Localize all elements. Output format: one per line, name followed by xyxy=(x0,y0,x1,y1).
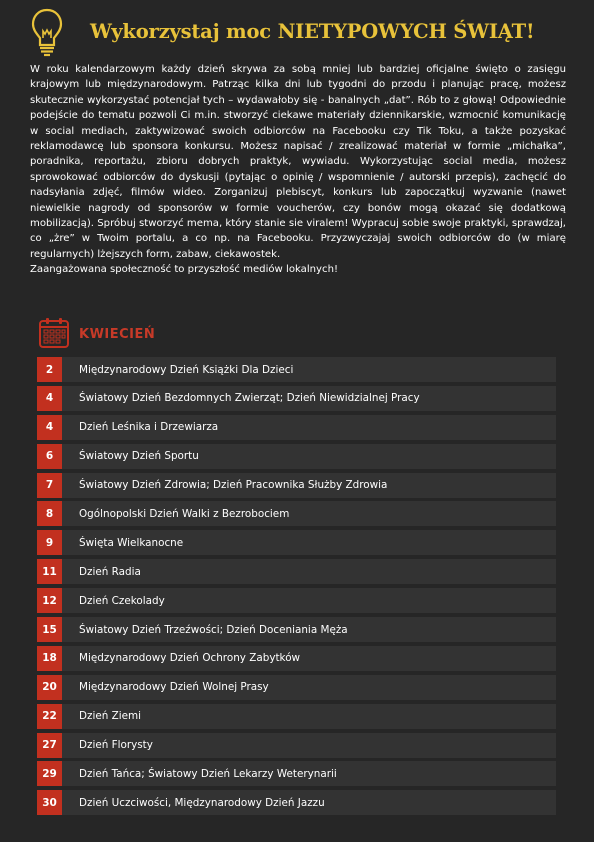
holiday-row xyxy=(37,415,556,440)
holiday-name: Dzień Florysty xyxy=(79,739,153,752)
holiday-row xyxy=(37,473,556,498)
holiday-name: Dzień Leśnika i Drzewiarza xyxy=(79,421,219,434)
holiday-day-badge: 8 xyxy=(37,501,62,526)
lightbulb-icon xyxy=(30,7,64,57)
holiday-name: Światowy Dzień Zdrowia; Dzień Pracownika Służby Zdrowia xyxy=(79,479,388,492)
holiday-row xyxy=(37,617,556,642)
holiday-name: Ogólnopolski Dzień Walki z Bezrobociem xyxy=(79,507,290,520)
holiday-row xyxy=(37,588,556,613)
holiday-day-badge: 9 xyxy=(37,530,62,555)
calendar-icon xyxy=(38,316,70,349)
holiday-name: Międzynarodowy Dzień Ochrony Zabytków xyxy=(79,652,301,665)
holiday-row xyxy=(37,444,556,469)
holiday-list xyxy=(37,357,556,819)
holiday-day-badge: 4 xyxy=(37,415,62,440)
holiday-row xyxy=(37,733,556,758)
holiday-row xyxy=(37,790,556,815)
holiday-day-badge: 20 xyxy=(37,675,62,700)
holiday-day-badge: 27 xyxy=(37,733,62,758)
holiday-row xyxy=(37,704,556,729)
intro-text xyxy=(30,62,566,278)
holiday-day-badge: 2 xyxy=(37,357,62,382)
holiday-row xyxy=(37,530,556,555)
holiday-day-badge: 29 xyxy=(37,761,62,786)
holiday-day-badge: 15 xyxy=(37,617,62,642)
page-title: Wykorzystaj moc NIETYPOWYCH ŚWIĄT! xyxy=(90,20,535,43)
holiday-day-badge: 30 xyxy=(37,790,62,815)
holiday-row xyxy=(37,501,556,526)
holiday-name: Światowy Dzień Bezdomnych Zwierząt; Dzień Niewidzialnej Pracy xyxy=(79,392,420,405)
holiday-name: Dzień Ziemi xyxy=(79,710,142,723)
holiday-day-badge: 4 xyxy=(37,386,62,411)
holiday-name: Światowy Dzień Trzeźwości; Dzień Doceniania Męża xyxy=(79,623,348,636)
holiday-name: Dzień Czekolady xyxy=(79,594,165,607)
holiday-row xyxy=(37,646,556,671)
holiday-row xyxy=(37,675,556,700)
holiday-name: Międzynarodowy Dzień Książki Dla Dzieci xyxy=(79,363,294,376)
holiday-name: Międzynarodowy Dzień Wolnej Prasy xyxy=(79,681,269,694)
holiday-day-badge: 7 xyxy=(37,473,62,498)
holiday-day-badge: 18 xyxy=(37,646,62,671)
intro-closing: Zaangażowana społeczność to przyszłość mediów lokalnych! xyxy=(30,264,339,276)
holiday-row xyxy=(37,386,556,411)
holiday-name: Dzień Tańca; Światowy Dzień Lekarzy Weterynarii xyxy=(79,767,337,780)
holiday-day-badge: 12 xyxy=(37,588,62,613)
holiday-row xyxy=(37,559,556,584)
holiday-row xyxy=(37,357,556,382)
intro-paragraph: W roku kalendarzowym każdy dzień skrywa za sobą mniej lub bardziej oficjalne święto o zasięgu krajowym lub międzynarodowym. Patrząc kilka dni lub tygodni do przodu i planując pracę, możesz skutecznie wykorzystać potencjał tych – wydawałoby się - banalnych „dat”. Rób to z głową! Odpowiednie podejście do tematu pozwoli Ci m.in. stworzyć ciekawe materiały dziennikarskie, wzmocnić komunikację w social mediach, zaktywizować swoich odbiorców na Facebooku czy Tik Toku, a także pozyskać reklamodawcę lub sponsora konkursu. Możesz napisać / zrealizować materiał w formie „michałka”, poradnika, reportażu, zbioru dobrych praktyk, wywiadu. Wykorzystując social media, możesz sprowokować odbiorców do dyskusji (pytając o opinię / wspomnienie / autorski przepis), zachęcić do nadsyłania zdjęć, filmów wideo. Zorganizuj plebiscyt, konkurs lub zapoczątkuj wyzwanie (nawet niewielkie nagrody od sponsorów w formie voucherów, czy bonów mogą okazać się dodatkową mobilizacją). Spróbuj stworzyć mema, który stanie sie viralem! Wypracuj sobie swoje praktyki, sprawdzaj, co „żre” w Twoim portalu, a co np. na Facebooku. Przyzwyczajaj swoich odbiorców do (w miarę regularnych) lżejszych form, zabaw, ciekawostek. xyxy=(30,64,566,260)
holiday-day-badge: 6 xyxy=(37,444,62,469)
holiday-day-badge: 11 xyxy=(37,559,62,584)
holiday-name: Święta Wielkanocne xyxy=(79,536,184,549)
holiday-name: Dzień Radia xyxy=(79,565,141,578)
holiday-row xyxy=(37,761,556,786)
month-heading: KWIECIEŃ xyxy=(79,327,156,342)
holiday-name: Dzień Uczciwości, Międzynarodowy Dzień Jazzu xyxy=(79,796,325,809)
holiday-day-badge: 22 xyxy=(37,704,62,729)
holiday-name: Światowy Dzień Sportu xyxy=(79,450,199,463)
